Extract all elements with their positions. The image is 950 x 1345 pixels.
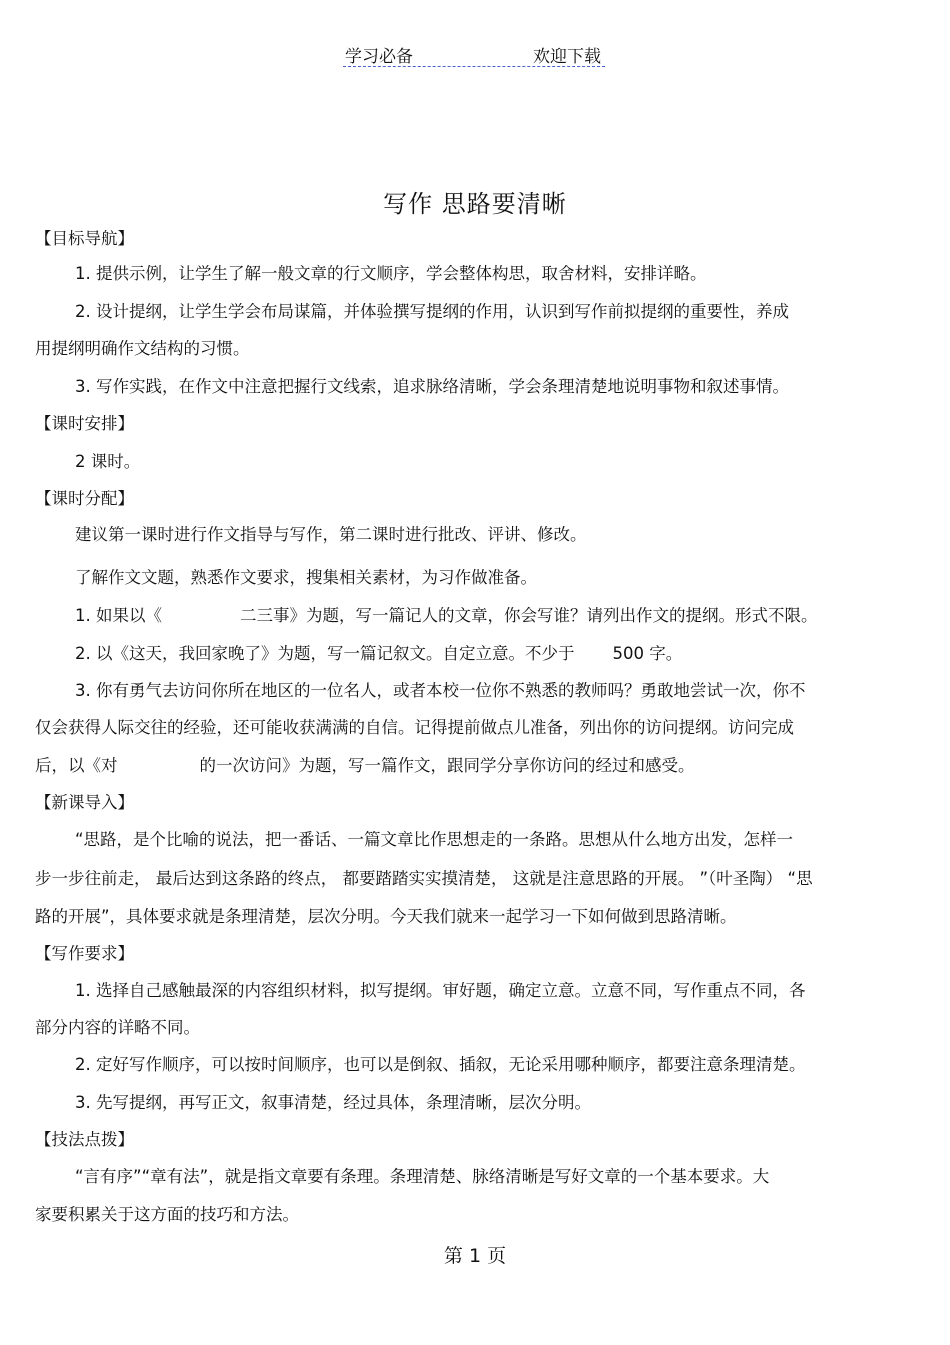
allot-heading: 【课时分配】 — [35, 489, 134, 508]
goal-item-1: 1. 提供示例，让学生了解一般文章的行文顺序，学会整体构思，取舍材料，安排详略。 — [75, 264, 707, 283]
intro-heading: 【新课导入】 — [35, 793, 134, 812]
requirement-1-line1: 1. 选择自己感触最深的内容组织材料，拟写提纲。审好题，确定立意。立意不同，写作重点不同，各 — [75, 981, 806, 1000]
tips-line2: 家要积累关于这方面的技巧和方法。 — [35, 1205, 299, 1224]
goal-item-2-line2: 用提纲明确作文结构的习惯。 — [35, 339, 250, 358]
header-left-text: 学习必备 — [345, 47, 413, 67]
schedule-heading: 【课时安排】 — [35, 414, 134, 433]
task-2-start: 2. 以《这天，我回家晚了》为题，写一篇记叙文。自定立意。不少于 — [75, 644, 575, 663]
task-item-1 — [75, 604, 818, 628]
schedule-text: 2 课时。 — [75, 452, 141, 471]
page-header — [343, 40, 605, 67]
task-2-end: 500 字。 — [612, 644, 683, 663]
task-item-3-line2: 仅会获得人际交往的经验，还可能收获满满的自信。记得提前做点儿准备，列出你的访问提纲。访问完成 — [35, 718, 794, 737]
intro-line2: 步一步往前走， 最后达到这条路的终点， 都要踏踏实实摸清楚， 这就是注意思路的开展。 ”（叶圣陶） “思 — [35, 869, 813, 888]
page-title: 写作 思路要清晰 — [383, 190, 567, 218]
task-3-start: 后，以《对 — [35, 756, 118, 775]
prep-text: 了解作文文题，熟悉作文要求，搜集相关素材，为习作做准备。 — [75, 568, 537, 587]
goal-item-2-line1: 2. 设计提纲，让学生学会布局谋篇，并体验撰写提纲的作用，认识到写作前拟提纲的重要性，养成 — [75, 302, 789, 321]
task-item-3-line1: 3. 你有勇气去访问你所在地区的一位名人，或者本校一位你不熟悉的教师吗？勇敢地尝试一次，你不 — [75, 681, 806, 700]
task-3-end: 的一次访问》为题，写一篇作文，跟同学分享你访问的经过和感受。 — [199, 756, 695, 775]
goal-item-3: 3. 写作实践，在作文中注意把握行文线索，追求脉络清晰，学会条理清楚地说明事物和叙述事情。 — [75, 377, 789, 396]
requirement-2: 2. 定好写作顺序，可以按时间顺序，也可以是倒叙、插叙，无论采用哪种顺序，都要注意条理清楚。 — [75, 1055, 806, 1074]
header-right-text: 欢迎下载 — [533, 47, 601, 67]
page-number: 第 1 页 — [443, 1245, 507, 1267]
tips-heading: 【技法点拨】 — [35, 1130, 134, 1149]
task-1-end: 二三事》为题，写一篇记人的文章，你会写谁？请列出作文的提纲。形式不限。 — [240, 606, 818, 625]
requirements-heading: 【写作要求】 — [35, 944, 134, 963]
goals-heading: 【目标导航】 — [35, 229, 134, 248]
requirement-1-line2: 部分内容的详略不同。 — [35, 1018, 200, 1037]
tips-line1: “言有序”“章有法”，就是指文章要有条理。条理清楚、脉络清晰是写好文章的一个基本要求。大 — [75, 1167, 770, 1186]
intro-line3: 路的开展”，具体要求就是条理清楚，层次分明。今天我们就来一起学习一下如何做到思路清晰。 — [35, 907, 737, 926]
intro-line1: “思路，是个比喻的说法，把一番话、一篇文章比作思想走的一条路。思想从什么地方出发，怎样一 — [75, 830, 794, 849]
allot-text: 建议第一课时进行作文指导与写作，第二课时进行批改、评讲、修改。 — [75, 525, 587, 544]
task-item-3-line3 — [35, 754, 695, 778]
requirement-3: 3. 先写提纲，再写正文，叙事清楚，经过具体，条理清晰，层次分明。 — [75, 1093, 591, 1112]
task-1-start: 1. 如果以《 — [75, 606, 162, 625]
task-item-2 — [75, 642, 682, 666]
